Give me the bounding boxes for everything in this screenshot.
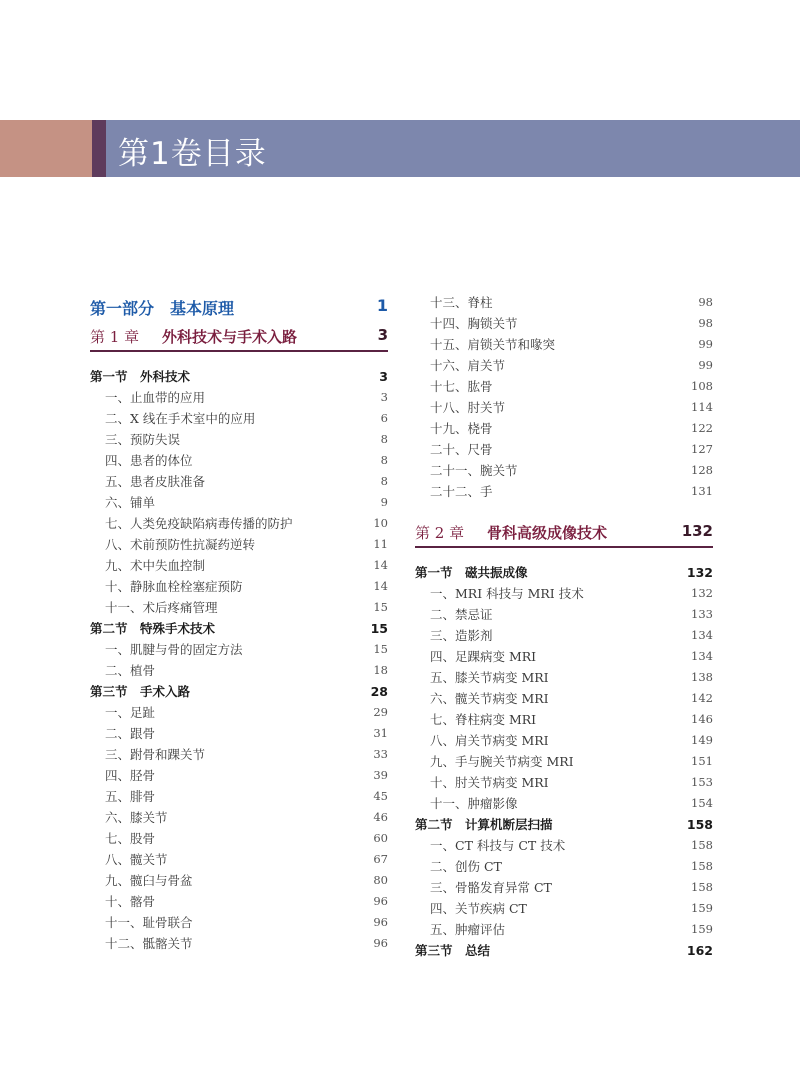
toc-entry-label: 第一节 外科技术 — [90, 369, 191, 384]
toc-entry-page: 158 — [691, 880, 713, 894]
toc-entry-page: 132 — [686, 565, 713, 580]
toc-item-row[interactable] — [415, 772, 713, 793]
toc-item-row[interactable] — [90, 912, 388, 933]
toc-entry-page: 9 — [380, 495, 388, 509]
toc-entry-page: 158 — [691, 859, 713, 873]
toc-section-row[interactable] — [415, 940, 713, 961]
toc-entry-page: 10 — [373, 516, 388, 530]
toc-entry-page: 122 — [691, 421, 713, 435]
toc-item-row[interactable] — [415, 376, 713, 397]
toc-item-row[interactable] — [415, 877, 713, 898]
toc-entry-label: 四、足踝病变 MRI — [430, 649, 537, 664]
toc-entry-label: 十二、骶髂关节 — [105, 936, 193, 951]
toc-entry-page: 11 — [373, 537, 388, 551]
toc-entry-label: 五、患者皮肤准备 — [105, 474, 206, 489]
toc-item-row[interactable] — [415, 460, 713, 481]
toc-item-row[interactable] — [90, 828, 388, 849]
chapter-number: 第 1 章 — [90, 328, 140, 346]
toc-section-row[interactable] — [90, 681, 388, 702]
toc-entry-label: 五、肿瘤评估 — [430, 922, 506, 937]
toc-item-row[interactable] — [415, 835, 713, 856]
toc-section-row[interactable] — [90, 618, 388, 639]
toc-entry-page: 31 — [373, 726, 388, 740]
toc-entry-page: 14 — [373, 558, 388, 572]
toc-entry-page: 158 — [686, 817, 713, 832]
toc-entry-label: 六、膝关节 — [105, 810, 168, 825]
toc-entry-label: 第二节 计算机断层扫描 — [415, 817, 553, 832]
toc-entry-label: 十一、耻骨联合 — [105, 915, 193, 930]
toc-section-row[interactable] — [415, 814, 713, 835]
toc-entry-page: 60 — [373, 831, 388, 845]
toc-entry-page: 149 — [691, 733, 713, 747]
toc-entry-page: 33 — [373, 747, 388, 761]
toc-item-row[interactable] — [90, 450, 388, 471]
chapter-page: 3 — [377, 326, 388, 344]
toc-entry-label: 十九、桡骨 — [430, 421, 493, 436]
toc-entry-label: 八、术前预防性抗凝药逆转 — [105, 537, 256, 552]
toc-left-list — [90, 366, 388, 954]
banner-divider-block — [92, 120, 106, 177]
toc-entry-page: 46 — [373, 810, 388, 824]
toc-entry-page: 8 — [380, 453, 388, 467]
chapter-page: 132 — [681, 522, 713, 540]
toc-item-row[interactable] — [90, 492, 388, 513]
toc-item-row[interactable] — [415, 418, 713, 439]
toc-item-row[interactable] — [90, 576, 388, 597]
toc-entry-label: 十六、肩关节 — [430, 358, 506, 373]
toc-entry-label: 第三节 总结 — [415, 943, 491, 958]
toc-entry-page: 8 — [380, 432, 388, 446]
toc-entry-page: 138 — [691, 670, 713, 684]
toc-entry-page: 99 — [698, 337, 713, 351]
toc-entry-label: 三、跗骨和踝关节 — [105, 747, 206, 762]
toc-entry-page: 132 — [691, 586, 713, 600]
toc-entry-label: 二、X 线在手术室中的应用 — [105, 411, 256, 426]
toc-entry-label: 一、止血带的应用 — [105, 390, 206, 405]
toc-item-row[interactable] — [90, 744, 388, 765]
toc-entry-page: 8 — [380, 474, 388, 488]
toc-item-row[interactable] — [90, 471, 388, 492]
toc-entry-label: 九、术中失血控制 — [105, 558, 206, 573]
toc-entry-label: 十一、术后疼痛管理 — [105, 600, 218, 615]
toc-right-list — [415, 562, 713, 961]
toc-entry-page: 153 — [691, 775, 713, 789]
toc-item-row[interactable] — [415, 919, 713, 940]
toc-entry-page: 45 — [373, 789, 388, 803]
toc-entry-page: 99 — [698, 358, 713, 372]
toc-item-row[interactable] — [415, 793, 713, 814]
toc-item-row[interactable] — [90, 534, 388, 555]
toc-entry-page: 80 — [373, 873, 388, 887]
toc-entry-page: 18 — [373, 663, 388, 677]
toc-entry-label: 十、静脉血栓栓塞症预防 — [105, 579, 243, 594]
toc-entry-label: 一、MRI 科技与 MRI 技术 — [430, 586, 584, 601]
banner-accent-block — [0, 120, 92, 177]
toc-entry-label: 六、铺单 — [105, 495, 156, 510]
toc-entry-label: 十三、脊柱 — [430, 295, 493, 310]
chapter-title: 外科技术与手术入路 — [162, 328, 298, 346]
toc-item-row[interactable] — [90, 408, 388, 429]
toc-item-row[interactable] — [90, 429, 388, 450]
toc-entry-page: 159 — [691, 922, 713, 936]
toc-item-row[interactable] — [415, 334, 713, 355]
toc-entry-page: 154 — [691, 796, 713, 810]
toc-entry-label: 二、禁忌证 — [430, 607, 493, 622]
toc-entry-label: 第二节 特殊手术技术 — [90, 621, 216, 636]
toc-entry-label: 二十一、腕关节 — [430, 463, 518, 478]
toc-entry-label: 十八、肘关节 — [430, 400, 506, 415]
toc-item-row[interactable] — [90, 555, 388, 576]
toc-entry-page: 127 — [691, 442, 713, 456]
toc-entry-page: 134 — [691, 628, 713, 642]
toc-entry-page: 15 — [373, 642, 388, 656]
title-banner — [0, 120, 800, 177]
toc-right-column — [415, 292, 713, 961]
toc-entry-label: 八、肩关节病变 MRI — [430, 733, 549, 748]
toc-entry-label: 二、跟骨 — [105, 726, 156, 741]
toc-entry-page: 96 — [373, 915, 388, 929]
toc-entry-page: 15 — [370, 621, 388, 636]
toc-entry-page: 98 — [698, 316, 713, 330]
toc-item-row[interactable] — [90, 597, 388, 618]
toc-entry-page: 146 — [691, 712, 713, 726]
toc-entry-label: 十、髂骨 — [105, 894, 156, 909]
chapter-title: 骨科高级成像技术 — [487, 524, 608, 542]
chapter-heading[interactable] — [90, 322, 388, 352]
toc-entry-page: 142 — [691, 691, 713, 705]
toc-entry-page: 108 — [691, 379, 713, 393]
toc-entry-label: 八、髋关节 — [105, 852, 168, 867]
toc-entry-label: 第三节 手术入路 — [90, 684, 191, 699]
toc-entry-label: 五、腓骨 — [105, 789, 156, 804]
toc-entry-label: 二十二、手 — [430, 484, 493, 499]
part-label: 第一部分 基本原理 — [90, 299, 235, 318]
toc-section-row[interactable] — [90, 366, 388, 387]
toc-entry-label: 第一节 磁共振成像 — [415, 565, 528, 580]
toc-entry-page: 14 — [373, 579, 388, 593]
toc-item-row[interactable] — [90, 849, 388, 870]
toc-entry-label: 七、股骨 — [105, 831, 156, 846]
toc-entry-page: 29 — [373, 705, 388, 719]
toc-item-row[interactable] — [90, 765, 388, 786]
toc-entry-label: 三、造影剂 — [430, 628, 493, 643]
toc-item-row[interactable] — [90, 702, 388, 723]
toc-entry-label: 十一、肿瘤影像 — [430, 796, 518, 811]
toc-entry-page: 133 — [691, 607, 713, 621]
toc-item-row[interactable] — [415, 313, 713, 334]
toc-item-row[interactable] — [415, 481, 713, 502]
toc-item-row[interactable] — [90, 807, 388, 828]
toc-entry-label: 五、膝关节病变 MRI — [430, 670, 549, 685]
toc-item-row[interactable] — [415, 688, 713, 709]
toc-item-row[interactable] — [415, 856, 713, 877]
toc-entry-label: 七、脊柱病变 MRI — [430, 712, 537, 727]
toc-entry-label: 三、骨骼发育异常 CT — [430, 880, 552, 895]
chapter-heading[interactable] — [415, 518, 713, 548]
toc-entry-page: 96 — [373, 936, 388, 950]
toc-entry-label: 一、CT 科技与 CT 技术 — [430, 838, 566, 853]
toc-entry-page: 128 — [691, 463, 713, 477]
toc-entry-page: 159 — [691, 901, 713, 915]
toc-entry-label: 二、植骨 — [105, 663, 156, 678]
toc-entry-label: 九、髋臼与骨盆 — [105, 873, 193, 888]
toc-item-row[interactable] — [415, 292, 713, 313]
toc-entry-label: 十五、肩锁关节和喙突 — [430, 337, 556, 352]
toc-item-row[interactable] — [415, 625, 713, 646]
toc-entry-label: 六、髋关节病变 MRI — [430, 691, 549, 706]
toc-item-row[interactable] — [90, 786, 388, 807]
toc-entry-label: 十、肘关节病变 MRI — [430, 775, 549, 790]
toc-item-row[interactable] — [415, 667, 713, 688]
toc-entry-label: 四、患者的体位 — [105, 453, 193, 468]
toc-item-row[interactable] — [90, 513, 388, 534]
toc-item-row[interactable] — [415, 397, 713, 418]
toc-entry-label: 七、人类免疫缺陷病毒传播的防护 — [105, 516, 293, 531]
toc-entry-page: 3 — [380, 390, 388, 404]
toc-item-row[interactable] — [90, 891, 388, 912]
toc-entry-page: 151 — [691, 754, 713, 768]
toc-entry-label: 一、足趾 — [105, 705, 156, 720]
toc-entry-page: 28 — [370, 684, 388, 699]
toc-entry-label: 十四、胸锁关节 — [430, 316, 518, 331]
toc-item-row[interactable] — [90, 387, 388, 408]
toc-entry-page: 131 — [691, 484, 713, 498]
part-heading[interactable] — [90, 292, 388, 322]
toc-entry-page: 134 — [691, 649, 713, 663]
part-page: 1 — [376, 296, 388, 315]
toc-item-row[interactable] — [415, 604, 713, 625]
toc-entry-page: 98 — [698, 295, 713, 309]
toc-item-row[interactable] — [90, 723, 388, 744]
toc-item-row[interactable] — [415, 898, 713, 919]
toc-item-row[interactable] — [90, 933, 388, 954]
toc-item-row[interactable] — [90, 639, 388, 660]
toc-item-row[interactable] — [415, 730, 713, 751]
toc-entry-page: 114 — [691, 400, 713, 414]
toc-entry-page: 162 — [686, 943, 713, 958]
toc-entry-label: 四、胫骨 — [105, 768, 156, 783]
chapter-number: 第 2 章 — [415, 524, 465, 542]
toc-entry-page: 39 — [373, 768, 388, 782]
toc-item-row[interactable] — [415, 646, 713, 667]
toc-entry-page: 3 — [379, 369, 388, 384]
toc-left-column — [90, 292, 388, 954]
toc-entry-page: 158 — [691, 838, 713, 852]
page-title: 第1卷目录 — [118, 136, 267, 172]
toc-item-row[interactable] — [415, 751, 713, 772]
toc-entry-page: 6 — [380, 411, 388, 425]
toc-entry-label: 十七、肱骨 — [430, 379, 493, 394]
toc-section-row[interactable] — [415, 562, 713, 583]
toc-item-row[interactable] — [415, 583, 713, 604]
toc-item-row[interactable] — [415, 709, 713, 730]
toc-item-row[interactable] — [90, 660, 388, 681]
toc-entry-label: 一、肌腱与骨的固定方法 — [105, 642, 243, 657]
toc-entry-page: 15 — [373, 600, 388, 614]
toc-item-row[interactable] — [415, 439, 713, 460]
toc-entry-page: 67 — [373, 852, 388, 866]
toc-item-row[interactable] — [90, 870, 388, 891]
toc-item-row[interactable] — [415, 355, 713, 376]
toc-entry-label: 四、关节疾病 CT — [430, 901, 527, 916]
toc-entry-page: 96 — [373, 894, 388, 908]
toc-entry-label: 二、创伤 CT — [430, 859, 502, 874]
toc-right-continued-list — [415, 292, 713, 502]
toc-entry-label: 九、手与腕关节病变 MRI — [430, 754, 574, 769]
toc-entry-label: 三、预防失误 — [105, 432, 181, 447]
toc-entry-label: 二十、尺骨 — [430, 442, 493, 457]
